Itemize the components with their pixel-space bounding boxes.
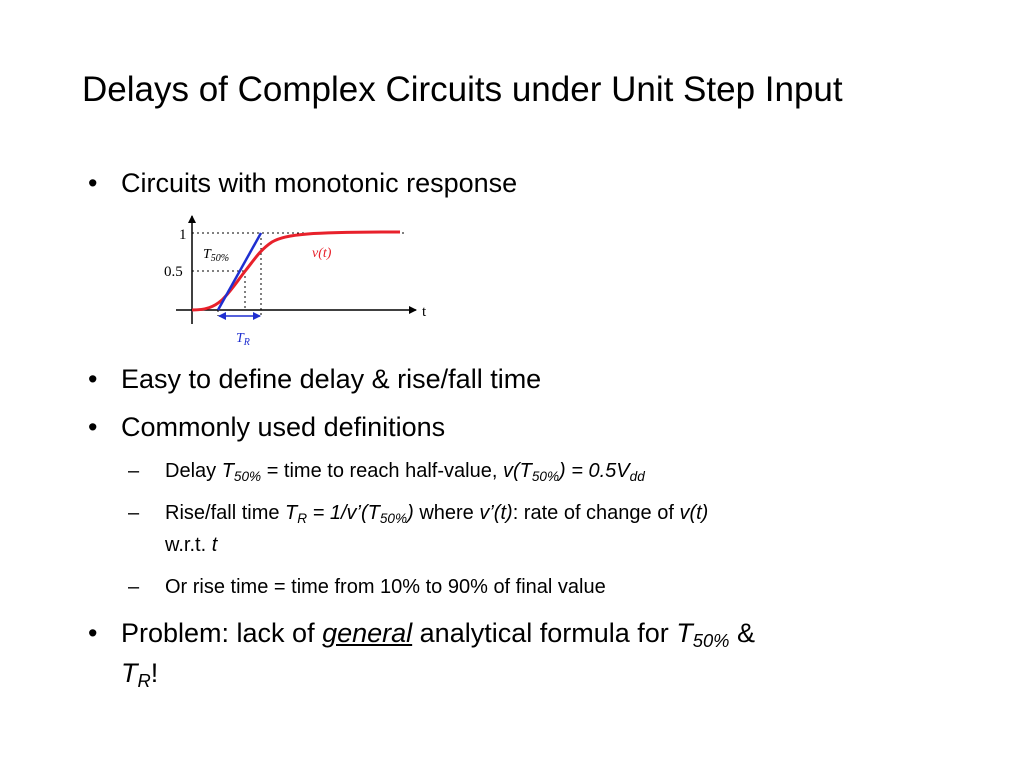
bullet-dot: • bbox=[88, 412, 98, 442]
step-response-figure bbox=[150, 212, 450, 358]
bullet-text: $T_R$! bbox=[121, 658, 159, 692]
tr-label: $T_R$ bbox=[236, 331, 250, 348]
bullet-dot: • bbox=[88, 618, 98, 648]
sub-bullet-text: Or rise time = time from 10% to 90% of final value bbox=[165, 576, 606, 598]
x-axis-label: t bbox=[422, 304, 427, 320]
bullet-text: Problem: lack of general analytical formula for $T_{50\%}$ & bbox=[121, 618, 756, 652]
y-tick-half: 0.5 bbox=[164, 264, 183, 280]
step-response-plot bbox=[150, 212, 450, 358]
sub-bullet-text: w.r.t. t bbox=[165, 534, 218, 556]
bullet-text: Circuits with monotonic response bbox=[121, 168, 518, 198]
vt-label: v(t) bbox=[312, 246, 332, 261]
sub-bullet-dash: – bbox=[128, 576, 140, 598]
tangent-line bbox=[218, 233, 261, 310]
t50-label: $T_{50\%}$ bbox=[203, 247, 230, 264]
slide-title: Delays of Complex Circuits under Unit Step Input bbox=[82, 70, 843, 109]
sub-bullet-text: Rise/fall time $T_R$ = $1/v’(T_{50\%})$ where v’(t): rate of change of v(t) bbox=[165, 502, 709, 526]
bullet-dot: • bbox=[88, 168, 98, 198]
sub-bullet-dash: – bbox=[128, 502, 140, 524]
bullet-text: Commonly used definitions bbox=[121, 412, 446, 442]
sub-bullet-text: Delay $T_{50\%}$ = time to reach half-value, $v(T_{50\%}) = 0.5V_{dd}$ bbox=[165, 460, 645, 484]
sub-bullet-dash: – bbox=[128, 460, 140, 482]
bullet-text: Easy to define delay & rise/fall time bbox=[121, 364, 542, 394]
y-tick-1: 1 bbox=[179, 227, 187, 243]
bullet-dot: • bbox=[88, 364, 98, 394]
